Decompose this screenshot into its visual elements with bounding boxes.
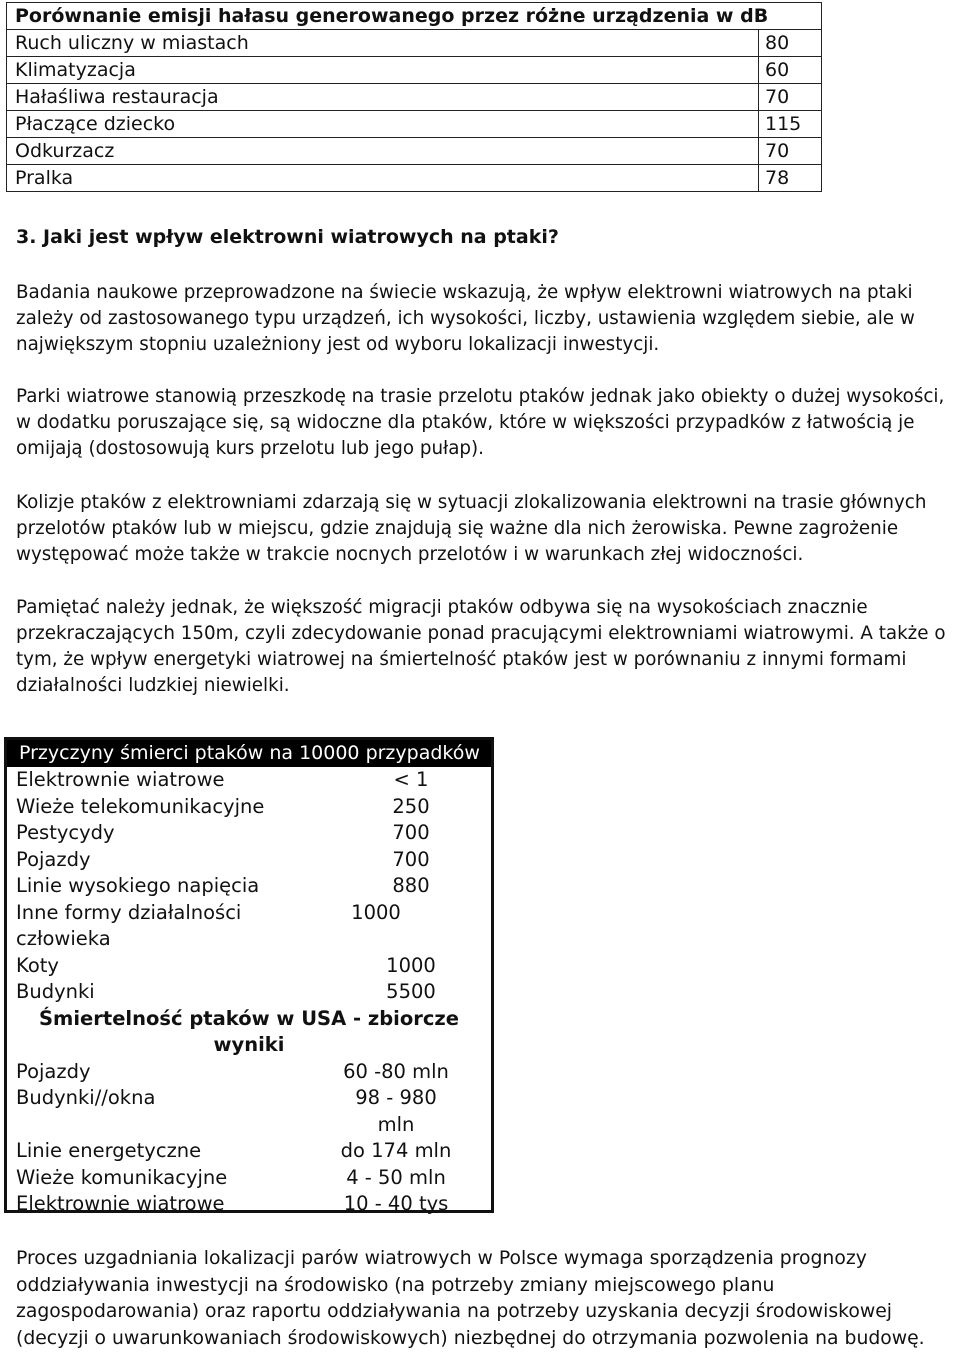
table-row: [7, 1191, 491, 1218]
paragraph-obstacles: Parki wiatrowe stanowią przeszkodę na trasie przelotu ptaków jednak jako obiekty o dużej wysokości, w dodatku poruszające się, są widoczne dla ptaków, które w większości przypadków z łatwością je omijają (dostosowują kurs przelotu lub jego pułap).: [16, 386, 945, 459]
summary-cause-value: 4 - 50 mln: [346, 1165, 446, 1189]
cause-value: 250: [392, 794, 430, 818]
cause-value: 700: [392, 821, 430, 844]
noise-value: 115: [759, 111, 822, 138]
paragraph-migration: Pamiętać należy jednak, że większość migracji ptaków odbywa się na wysokościach znacznie przekraczających 150m, czyli zdecydowanie ponad pracującymi elektrowniami wiatrowymi. A także o tym, że wpływ energetyki wiatrowej na śmiertelność ptaków jest w porównaniu z innymi formami działalności ludzkiej niewielki.: [16, 597, 946, 696]
table-row: [7, 1059, 491, 1086]
cause-value: 700: [392, 847, 430, 871]
summary-cause-name: Elektrownie wiatrowe: [16, 1192, 225, 1215]
table-row: [7, 84, 822, 111]
table-row: [7, 57, 822, 84]
noise-value: 78: [759, 165, 822, 192]
summary-cause-value: 10 - 40 tys: [343, 1192, 449, 1215]
summary-cause-name: Wieże komunikacyjne: [16, 1165, 228, 1189]
cause-value: < 1: [393, 768, 429, 791]
cause-name: Elektrownie wiatrowe: [16, 768, 225, 791]
noise-source-name: Ruch uliczny w miastach: [7, 30, 759, 57]
summary-cause-name: Pojazdy: [16, 1059, 91, 1083]
noise-table-header-row: [7, 3, 822, 30]
table-row: [7, 900, 491, 953]
noise-table-header: Porównanie emisji hałasu generowanego przez różne urządzenia w dB: [7, 3, 822, 30]
noise-value: 70: [759, 84, 822, 111]
bird-deaths-table-header: Przyczyny śmierci ptaków na 10000 przypadków: [7, 740, 491, 767]
table-row: [7, 1085, 491, 1138]
cause-value: 880: [392, 874, 430, 897]
table-row: [7, 30, 822, 57]
paragraph-permitting-process: Proces uzgadniania lokalizacji parów wiatrowych w Polsce wymaga sporządzenia prognozy oddziaływania inwestycji na środowisko (na potrzeby zmiany miejscowego planu zagospodarowania) oraz raportu oddziaływania na potrzeby uzyskania decyzji środowiskowej (decyzji o uwarunkowaniach środowiskowych) niezbędnej do otrzymania pozwolenia na budowę.: [16, 1248, 925, 1349]
summary-cause-value: 98 - 980 mln: [355, 1086, 437, 1136]
cause-value: 5500: [386, 980, 436, 1003]
noise-source-name: Odkurzacz: [7, 138, 759, 165]
bird-deaths-table: [4, 737, 494, 1213]
summary-cause-value: 60 -80 mln: [343, 1059, 449, 1083]
table-row: [7, 138, 822, 165]
usa-mortality-section-title: Śmiertelność ptaków w USA - zbiorcze wyniki: [38, 1006, 460, 1056]
noise-value: 60: [759, 57, 822, 84]
cause-name: Pestycydy: [16, 821, 115, 844]
summary-cause-name: Budynki//okna: [16, 1086, 156, 1109]
summary-cause-value: do 174 mln: [340, 1139, 452, 1162]
noise-source-name: Płaczące dziecko: [7, 111, 759, 138]
cause-name: Koty: [16, 953, 59, 977]
table-row: [7, 953, 491, 980]
cause-name: Inne formy działalności człowieka: [16, 900, 242, 950]
cause-value: 1000: [386, 953, 436, 977]
table-row: [7, 979, 491, 1006]
cause-name: Wieże telekomunikacyjne: [16, 794, 265, 818]
paragraph-research: Badania naukowe przeprowadzone na świecie wskazują, że wpływ elektrowni wiatrowych na ptaki zależy od zastosowanego typu urządzeń, ich wysokości, liczby, ustawienia względem siebie, ale w największym stopniu uzależniony jest od wyboru lokalizacji inwestycji.: [16, 282, 915, 355]
table-row: [7, 767, 491, 794]
noise-source-name: Klimatyzacja: [7, 57, 759, 84]
noise-source-name: Hałaśliwa restauracja: [7, 84, 759, 111]
summary-cause-name: Linie energetyczne: [16, 1139, 202, 1162]
table-row: [7, 1138, 491, 1165]
table-row: [7, 111, 822, 138]
section-question-heading: 3. Jaki jest wpływ elektrowni wiatrowych na ptaki?: [16, 226, 559, 248]
table-row: [7, 847, 491, 874]
noise-table: [6, 2, 822, 192]
table-row: [7, 165, 822, 192]
table-row: [7, 1165, 491, 1192]
table-row: [7, 820, 491, 847]
noise-value: 80: [759, 30, 822, 57]
noise-value: 70: [759, 138, 822, 165]
paragraph-collisions: Kolizje ptaków z elektrowniami zdarzają się w sytuacji zlokalizowania elektrowni na trasie głównych przelotów ptaków lub w miejscu, gdzie znajdują się ważne dla nich żerowiska. Pewne zagrożenie występować może także w trakcie nocnych przelotów i w warunkach złej widoczności.: [16, 492, 927, 565]
cause-name: Linie wysokiego napięcia: [16, 874, 260, 897]
table-row: [7, 794, 491, 821]
cause-name: Budynki: [16, 980, 95, 1003]
cause-name: Pojazdy: [16, 847, 91, 871]
cause-value: 1000: [351, 900, 401, 924]
noise-source-name: Pralka: [7, 165, 759, 192]
table-row: [7, 873, 491, 900]
